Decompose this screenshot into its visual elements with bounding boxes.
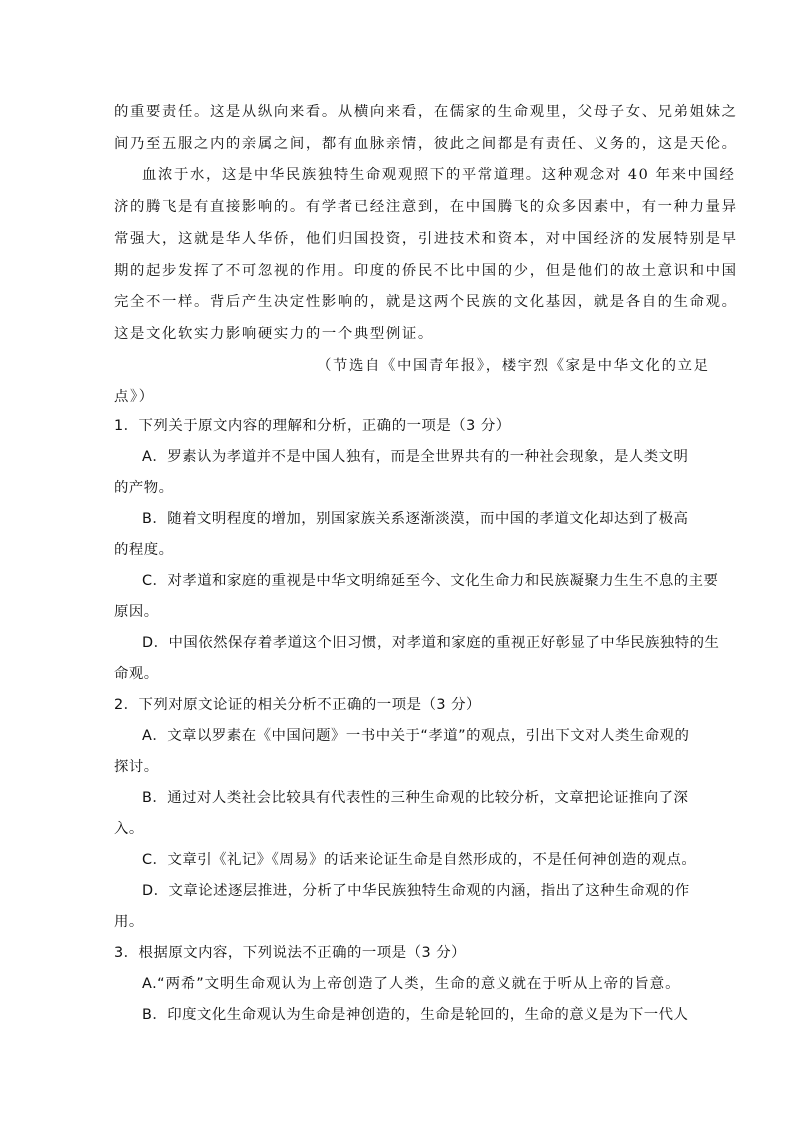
question-3-option-a: A.“两希”文明生命观认为上帝创造了人类，生命的意义就在于听从上帝的旨意。 bbox=[142, 976, 680, 992]
passage-line: 期的起步发挥了不可忽视的作用。印度的侨民不比中国的少，但是他们的故土意识和中国 bbox=[114, 263, 738, 279]
question-3-option-b: B．印度文化生命观认为生命是神创造的，生命是轮回的，生命的意义是为下一代人 bbox=[142, 1007, 689, 1023]
passage-line: 的重要责任。这是从纵向来看。从横向来看，在儒家的生命观里，父母子女、兄弟姐妹之 bbox=[114, 104, 738, 120]
passage-line: 完全不一样。背后产生决定性影响的，就是这两个民族的文化基因，就是各自的生命观。 bbox=[114, 294, 738, 310]
question-2-option-a-continued: 探讨。 bbox=[114, 759, 159, 775]
passage-line: 常强大，这就是华人华侨，他们归国投资，引进技术和资本，对中国经济的发展特别是早 bbox=[114, 231, 738, 247]
question-2-stem: 2．下列对原文论证的相关分析不正确的一项是（3 分） bbox=[114, 697, 481, 713]
question-1-option-c-continued: 原因。 bbox=[114, 604, 159, 620]
question-1-option-b: B．随着文明程度的增加，别国家族关系逐渐淡漠，而中国的孝道文化却达到了极高 bbox=[142, 511, 689, 527]
question-1-option-c: C．对孝道和家庭的重视是中华文明绵延至今、文化生命力和民族凝聚力生生不息的主要 bbox=[142, 573, 719, 589]
source-citation-continued: 点》） bbox=[114, 389, 155, 405]
question-1-stem: 1．下列关于原文内容的理解和分析，正确的一项是（3 分） bbox=[114, 418, 511, 434]
question-2-option-c: C．文章引《礼记》《周易》的话来论证生命是自然形成的，不是任何神创造的观点。 bbox=[142, 852, 697, 868]
question-1-option-b-continued: 的程度。 bbox=[114, 542, 174, 558]
question-2-option-d: D．文章论述逐层推进，分析了中华民族独特生命观的内涵，指出了这种生命观的作 bbox=[142, 883, 690, 899]
question-2-option-d-continued: 用。 bbox=[114, 914, 144, 930]
question-1-option-a: A．罗素认为孝道并不是中国人独有，而是全世界共有的一种社会现象，是人类文明 bbox=[142, 449, 689, 465]
question-2-option-b-continued: 入。 bbox=[114, 821, 144, 837]
passage-line: 血浓于水，这是中华民族独特生命观观照下的平常道理。这种观念对 40 年来中国经 bbox=[142, 167, 736, 183]
passage-line: 这是文化软实力影响硬实力的一个典型例证。 bbox=[114, 326, 434, 342]
passage-line: 济的腾飞是有直接影响的。有学者已经注意到，在中国腾飞的众多因素中，有一种力量异 bbox=[114, 199, 738, 215]
question-2-option-a: A．文章以罗素在《中国问题》一书中关于“孝道”的观点，引出下文对人类生命观的 bbox=[142, 728, 690, 744]
question-2-option-b: B．通过对人类社会比较具有代表性的三种生命观的比较分析，文章把论证推向了深 bbox=[142, 790, 689, 806]
question-1-option-d: D．中国依然保存着孝道这个旧习惯，对孝道和家庭的重视正好彰显了中华民族独特的生 bbox=[142, 635, 720, 651]
passage-line: 间乃至五服之内的亲属之间，都有血脉亲情，彼此之间都是有责任、义务的，这是天伦。 bbox=[114, 136, 738, 152]
question-1-option-d-continued: 命观。 bbox=[114, 666, 159, 682]
source-citation: （节选自《中国青年报》，楼宇烈《家是中华文化的立足 bbox=[317, 358, 710, 374]
question-3-stem: 3．根据原文内容，下列说法不正确的一项是（3 分） bbox=[114, 945, 466, 961]
question-1-option-a-continued: 的产物。 bbox=[114, 480, 174, 496]
